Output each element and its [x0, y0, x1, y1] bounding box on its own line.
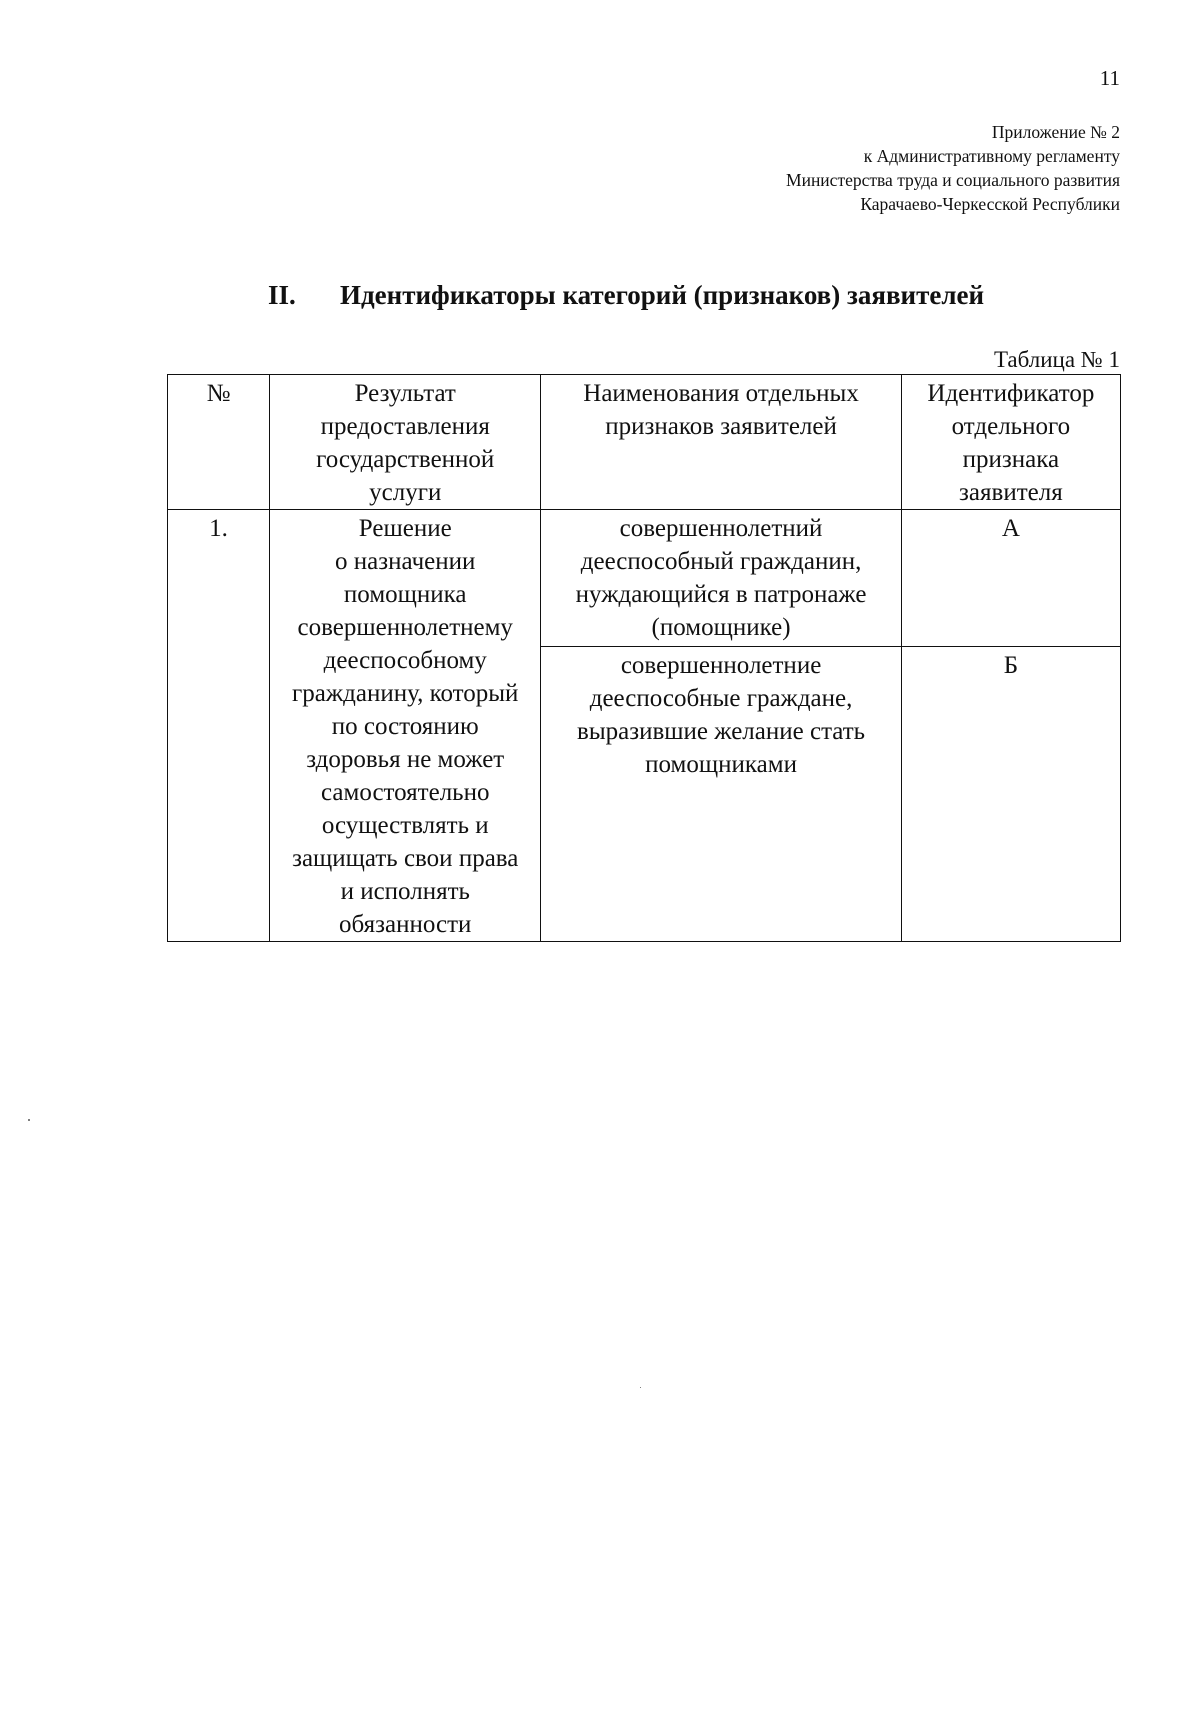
header-id-line: признака	[962, 446, 1060, 473]
row-result-line: дееспособному	[323, 647, 487, 674]
header-id-line: Идентификатор	[927, 380, 1095, 407]
row-num: 1.	[168, 510, 270, 942]
subrow-name-line: совершеннолетний	[619, 515, 823, 542]
subrow-id-a: А	[901, 510, 1120, 647]
appendix-header-line: Приложение № 2	[991, 122, 1120, 142]
header-result-line: предоставления	[320, 413, 490, 440]
row-result-line: о назначении	[335, 548, 476, 575]
row-result-line: помощника	[343, 581, 467, 608]
table-header-row	[168, 375, 1121, 510]
header-id	[901, 375, 1120, 510]
subrow-name-a	[541, 510, 901, 647]
appendix-header-line: к Административному регламенту	[863, 146, 1120, 166]
subrow-id-b: Б	[901, 647, 1120, 942]
row-result-line: гражданину, который	[292, 680, 519, 707]
header-id-line: заявителя	[959, 479, 1063, 506]
header-result-line: услуги	[369, 479, 442, 506]
subrow-name-line: совершеннолетние	[620, 652, 822, 679]
row-result-line: и исполнять	[340, 878, 470, 905]
appendix-header-line: Карачаево-Черкесской Республики	[860, 194, 1120, 214]
header-result-line: государственной	[316, 446, 495, 473]
subrow-name-b	[541, 647, 901, 942]
header-result	[270, 375, 541, 510]
subrow-name-line: помощниками	[645, 751, 797, 778]
scan-speck	[640, 1387, 641, 1388]
appendix-header-line: Министерства труда и социального развития	[786, 170, 1120, 190]
row-result-line: самостоятельно	[321, 779, 490, 806]
table-row	[168, 510, 1121, 647]
header-name-line: признаков заявителей	[605, 413, 837, 440]
row-result-line: по состоянию	[331, 713, 479, 740]
subrow-name-line: дееспособный гражданин,	[580, 548, 862, 575]
row-result-line: защищать свои права	[292, 845, 519, 872]
row-result-line: осуществлять и	[321, 812, 489, 839]
page-number: 11	[1099, 66, 1120, 90]
subrow-name-line: (помощнике)	[651, 614, 791, 641]
subrow-name-line: дееспособные граждане,	[589, 685, 853, 712]
header-result-line: Результат	[354, 380, 456, 407]
appendix-header	[786, 120, 1120, 216]
section-title-text: Идентификаторы категорий (признаков) заявителей	[340, 280, 985, 310]
header-num: №	[168, 375, 270, 510]
scan-speck	[28, 1119, 30, 1121]
subrow-name-line: выразившие желание стать	[577, 718, 866, 745]
header-id-line: отдельного	[951, 413, 1071, 440]
row-result	[270, 510, 541, 942]
header-name	[541, 375, 901, 510]
identifiers-table	[167, 374, 1121, 942]
table-caption: Таблица № 1	[993, 347, 1120, 372]
subrow-name-line: нуждающийся в патронаже	[575, 581, 867, 608]
row-result-line: обязанности	[339, 911, 472, 938]
row-result-line: Решение	[358, 515, 452, 542]
header-name-line: Наименования отдельных	[583, 380, 859, 407]
row-result-line: совершеннолетнему	[297, 614, 513, 641]
section-number: II.	[268, 280, 296, 310]
row-result-line: здоровья не может	[306, 746, 505, 773]
